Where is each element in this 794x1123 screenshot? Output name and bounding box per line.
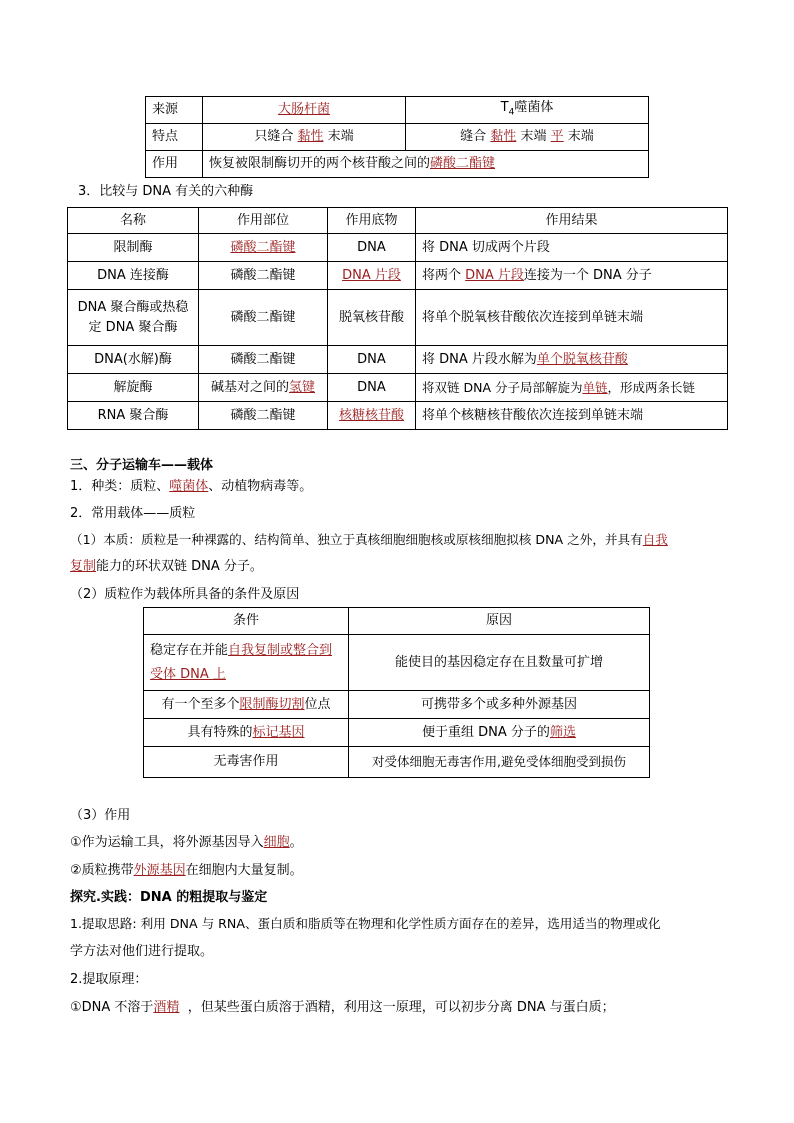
function-item-2: ②质粒携带外源基因在细胞内大量复制。: [70, 863, 303, 878]
enzyme-result: 将两个 DNA 片段连接为一个 DNA 分子: [416, 262, 728, 290]
plasmid-essence-line2: 复制能力的环状双链 DNA 分子。: [70, 559, 263, 574]
extraction-principle-heading: 2.提取原理：: [70, 972, 148, 987]
t2-header-site: 作用部位: [199, 208, 328, 234]
t1-label-source: 来源: [146, 97, 203, 124]
t1-source-right: $T_4$噬菌体: [406, 97, 649, 124]
plasmid-heading: 2．常用载体——质粒: [70, 506, 196, 521]
t1-label-feature: 特点: [146, 124, 203, 151]
plasmid-essence-line1: （1）本质：质粒是一种裸露的、结构简单、独立于真核细胞细胞核或原核细胞拟核 DNA 之外，并具有自我: [70, 532, 668, 547]
explore-practice-title: 探究.实践：DNA 的粗提取与鉴定: [70, 890, 268, 905]
extraction-idea-line1: 1.提取思路: 利用 DNA 与 RNA、蛋白质和脂质等在物理和化学性质方面存在的差异，选用适当的物理或化: [70, 916, 661, 931]
enzyme-result: 将单个脱氧核苷酸依次连接到单链末端: [416, 290, 728, 346]
enzyme-name: DNA 聚合酶或热稳定 DNA 聚合酶: [68, 290, 199, 346]
t1-feature-right: 缝合 黏性 末端 平 末端: [406, 124, 649, 151]
enzyme-name: DNA 连接酶: [68, 262, 199, 290]
t2-header-substrate: 作用底物: [328, 208, 416, 234]
plasmid-reason: 对受体细胞无毒害作用,避免受体细胞受到损伤: [349, 747, 650, 778]
enzyme-substrate: DNA: [328, 234, 416, 262]
enzyme-result: 将单个核糖核苷酸依次连接到单链末端: [416, 402, 728, 430]
vector-types: 1．种类：质粒、噬菌体、动植物病毒等。: [70, 479, 313, 494]
section-vector-title: 三、分子运输车——载体: [70, 458, 214, 473]
enzyme-substrate: DNA: [328, 374, 416, 402]
enzyme-site: 磷酸二酯键: [199, 402, 328, 430]
t2-header-name: 名称: [68, 208, 199, 234]
enzyme-result: 将 DNA 切成两个片段: [416, 234, 728, 262]
plasmid-reason: 能使目的基因稳定存在且数量可扩增: [349, 635, 650, 691]
enzyme-substrate: DNA: [328, 346, 416, 374]
t1-function-text: 恢复被限制酶切开的两个核苷酸之间的磷酸二酯键: [203, 151, 649, 178]
enzyme-site: 磷酸二酯键: [199, 290, 328, 346]
function-item-1: ①作为运输工具，将外源基因导入细胞。: [70, 835, 303, 850]
t1-source-left: [203, 97, 406, 124]
t3-header-condition: 条件: [144, 608, 349, 635]
enzyme-substrate: 脱氧核苷酸: [328, 290, 416, 346]
t1-feature-left: 只缝合 黏性 末端: [203, 124, 406, 151]
ligase-table: [145, 96, 649, 178]
enzyme-result: 将双链 DNA 分子局部解旋为单链，形成两条长链: [416, 374, 728, 402]
plasmid-table: [143, 607, 650, 778]
enzyme-substrate: 核糖核苷酸: [328, 402, 416, 430]
enzyme-substrate: DNA 片段: [328, 262, 416, 290]
enzyme-site: 磷酸二酯键: [199, 262, 328, 290]
function-heading: （3）作用: [70, 808, 131, 823]
extraction-principle-1: ①DNA 不溶于酒精 ，但某些蛋白质溶于酒精，利用这一原理，可以初步分离 DNA 与蛋白质；: [70, 1000, 615, 1015]
enzyme-result: 将 DNA 片段水解为单个脱氧核苷酸: [416, 346, 728, 374]
t1-label-function: 作用: [146, 151, 203, 178]
enzyme-name: DNA(水解)酶: [68, 346, 199, 374]
enzyme-site: 磷酸二酯键: [199, 234, 328, 262]
plasmid-condition: 具有特殊的标记基因: [144, 719, 349, 747]
answer-text: 大肠杆菌: [277, 102, 330, 117]
plasmid-reason: 便于重组 DNA 分子的筛选: [349, 719, 650, 747]
enzyme-name: RNA 聚合酶: [68, 402, 199, 430]
t3-header-reason: 原因: [349, 608, 650, 635]
section-3-title: 3．比较与 DNA 有关的六种酶: [78, 184, 254, 199]
enzyme-name: 限制酶: [68, 234, 199, 262]
plasmid-condition: 稳定存在并能自我复制或整合到受体 DNA 上: [144, 635, 349, 691]
enzyme-site: 碱基对之间的氢键: [199, 374, 328, 402]
plasmid-conditions-heading: （2）质粒作为载体所具备的条件及原因: [70, 587, 300, 602]
t2-header-result: 作用结果: [416, 208, 728, 234]
enzyme-name: 解旋酶: [68, 374, 199, 402]
plasmid-condition: 无毒害作用: [144, 747, 349, 778]
plasmid-reason: 可携带多个或多种外源基因: [349, 691, 650, 719]
plasmid-condition: 有一个至多个限制酶切割位点: [144, 691, 349, 719]
enzyme-site: 磷酸二酯键: [199, 346, 328, 374]
extraction-idea-line2: 学方法对他们进行提取。: [70, 944, 214, 959]
enzyme-table: [67, 207, 728, 430]
